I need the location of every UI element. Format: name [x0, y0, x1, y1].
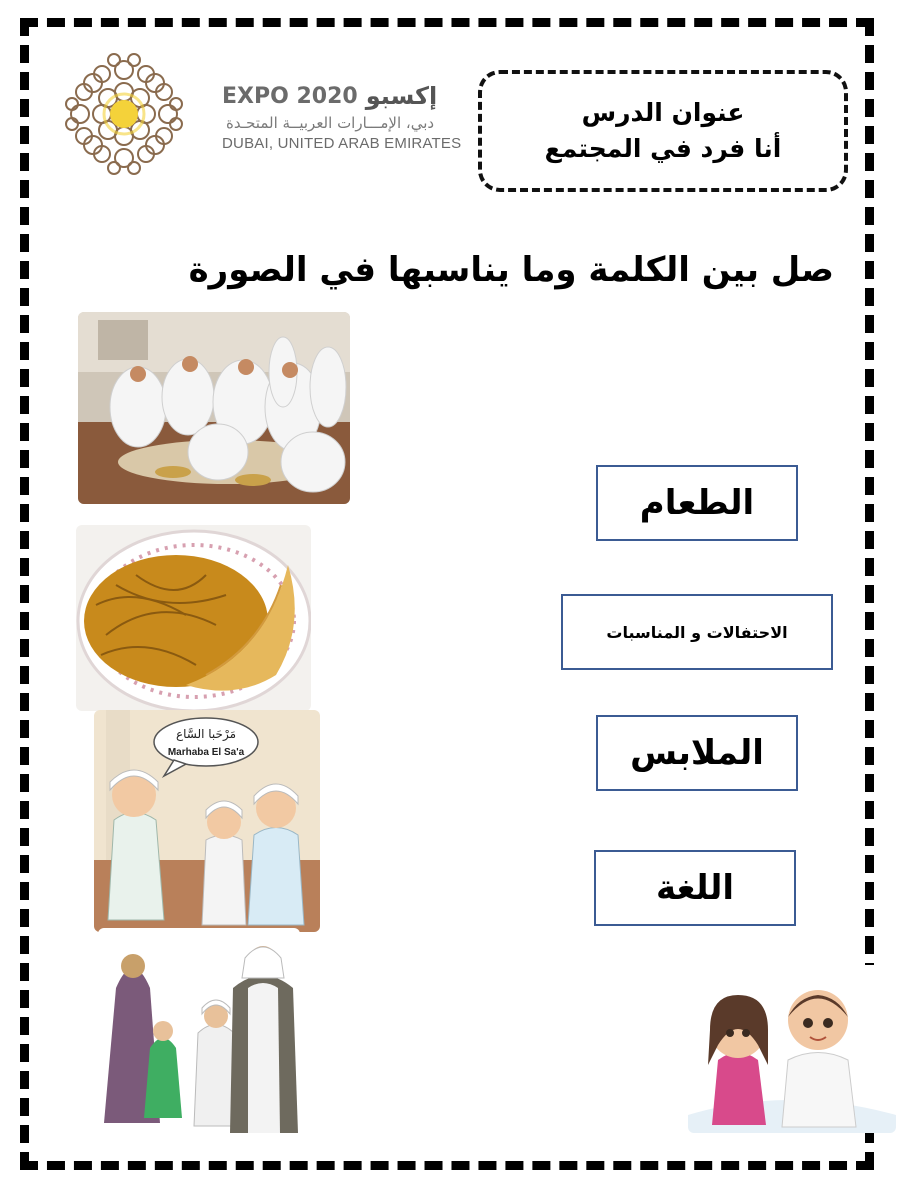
expo-subtitle-latin: DUBAI, UNITED ARAB EMIRATES [222, 135, 462, 152]
expo-emblem-icon [62, 52, 187, 177]
expo-2020-logo [62, 52, 472, 192]
word-box-language[interactable]: اللغة [594, 850, 796, 926]
image-traditional-dish [76, 525, 311, 711]
image-children-greeting [94, 710, 320, 932]
expo-wordmark [222, 82, 472, 152]
lesson-title: أنا فرد في المجتمع [544, 134, 782, 163]
expo-title-arabic: إكسبو [365, 82, 438, 110]
image-cartoon-kids [688, 965, 896, 1133]
greeting-bubble-latin: Marhaba El Sa'a [167, 747, 245, 758]
expo-subtitle-arabic: دبي، الإمـــارات العربيــة المتحـدة [226, 114, 435, 132]
greeting-bubble-arabic: مَرْحَبا السَّاع [175, 727, 237, 741]
expo-title-latin: EXPO 2020 [222, 83, 358, 109]
image-men-gathering-meal [78, 312, 350, 504]
word-box-clothes[interactable]: الملابس [596, 715, 798, 791]
lesson-title-box [478, 70, 848, 192]
word-box-celebrations[interactable]: الاحتفالات و المناسبات [561, 594, 833, 670]
word-box-food[interactable]: الطعام [596, 465, 798, 541]
instruction-heading: صل بين الكلمة وما يناسبها في الصورة [188, 250, 834, 290]
image-family-traditional-clothes [98, 928, 300, 1140]
lesson-label: عنوان الدرس [581, 98, 745, 127]
